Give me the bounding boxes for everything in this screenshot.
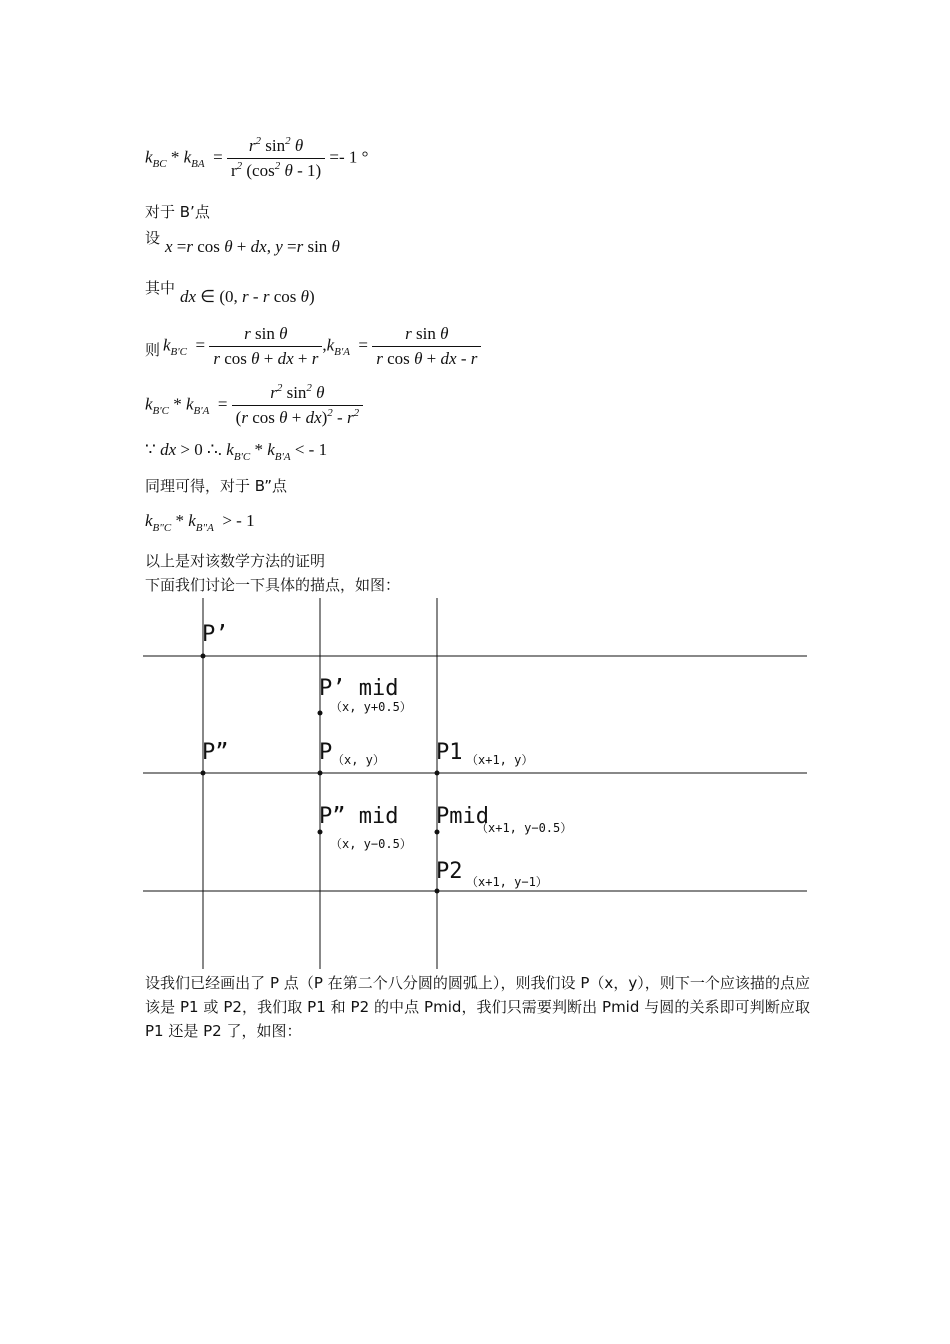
text-similarly: 同理可得，对于 B”点 <box>145 477 288 495</box>
equation-dx-range: dx ∈ (0, r - r cos θ) <box>180 287 315 306</box>
label-p1: P1 <box>436 740 463 765</box>
label-p-prime-mid: P’ mid <box>319 676 399 701</box>
label-p-dprime: P” <box>202 740 229 765</box>
label-p-dprime-mid: P” mid <box>319 804 399 829</box>
equation-kbprime-c-a: $k_{B'C}$ = $\frac{\text{r sin θ}}{\text{r cos θ + dx + r}}$ $,k_{B'A}$ = $\frac{\text{r sin θ}}{\text{r cos θ + dx - r}}$ <box>163 324 481 369</box>
text-for-b-prime: 对于 B’点 <box>145 203 210 221</box>
text-proof-summary: 以上是对该数学方法的证明 <box>145 552 326 570</box>
label-pmid-coord: （x+1, y−0.5） <box>476 821 573 835</box>
point-p <box>318 771 323 776</box>
text-discussion-intro: 下面我们讨论一下具体的描点，如图： <box>145 576 401 594</box>
label-p1-coord: （x+1, y） <box>466 753 534 767</box>
label-p-dprime-mid-coord: （x, y−0.5） <box>330 837 412 851</box>
label-p-prime-mid-coord: （x, y+0.5） <box>330 700 412 714</box>
point-p1 <box>435 771 440 776</box>
label-p2-coord: （x+1, y−1） <box>466 875 548 889</box>
point-pmid <box>435 830 440 835</box>
point-p-dprime <box>201 771 206 776</box>
equation-kbprime-product: $k_{B'C} * k_{B'A}$ = $\frac{r^2 \sin^2 \theta}{(r \cos \theta + dx)^2 - r^2}$ <box>145 383 363 428</box>
point-p-prime <box>201 654 206 659</box>
label-pmid: Pmid <box>436 804 489 829</box>
label-p2: P2 <box>436 859 463 884</box>
equation-kbdprime-product: $k_{B"C} * k_{B"A}$ > - 1 <box>145 511 255 534</box>
label-p: P <box>319 740 333 765</box>
equation-because-therefore: ∵ dx > 0 ∴. $k_{B'C} * k_{B'A}$ < - 1 <box>145 440 328 463</box>
text-then: 则 <box>145 341 161 359</box>
text-let: 设 <box>145 229 161 247</box>
text-where: 其中 <box>145 279 176 297</box>
label-p-coord: （x, y） <box>332 753 385 767</box>
point-p2 <box>435 889 440 894</box>
point-p-prime-mid <box>318 711 323 716</box>
body-paragraph: 设我们已经画出了 P 点（P 在第二个八分圆的圆弧上），则我们设 P（x，y），则下一个应该描的点应该是 P1 或 P2，我们取 P1 和 P2 的中点 Pmid，我们只需要判断出 Pmid 与圆的关系即可判断应取 P1 还是 P2 了，如图： <box>145 974 810 1040</box>
equation-kbc-kba: $k_{BC} * k_{BA}$ = $\frac{r^2 \sin^2 \theta}{r^2 (\cos^2 \theta - 1)}$ =- 1 ° <box>145 135 369 180</box>
point-p-dprime-mid <box>318 830 323 835</box>
equation-x-y-def: x =r cos θ + dx, y =r sin θ <box>165 237 340 256</box>
label-p-prime: P’ <box>202 622 229 647</box>
